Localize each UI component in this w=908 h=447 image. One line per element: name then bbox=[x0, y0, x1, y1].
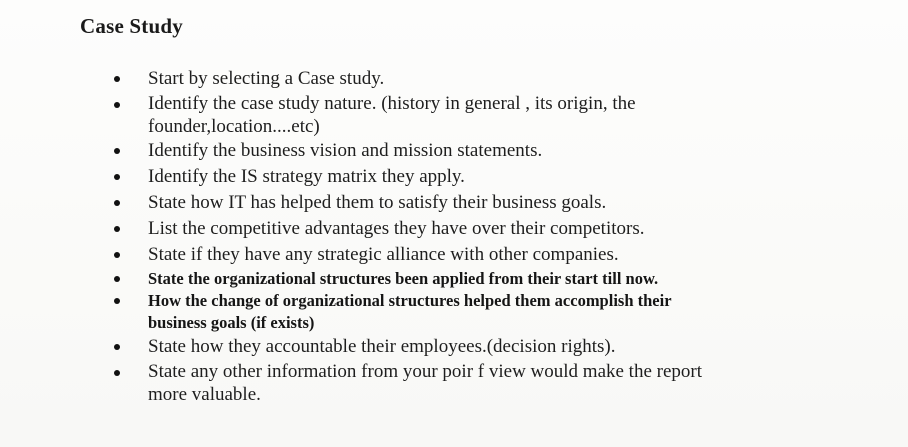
bullet-icon bbox=[114, 148, 120, 154]
list-item-text: Start by selecting a Case study. bbox=[148, 68, 385, 89]
list-item bbox=[0, 334, 908, 360]
list-item-text: Identify the business vision and mission statements. bbox=[148, 140, 543, 161]
list-item bbox=[0, 66, 908, 92]
list-item bbox=[0, 164, 908, 190]
list-item-text-continued: business goals (if exists) bbox=[148, 313, 315, 332]
bullet-icon bbox=[114, 370, 120, 376]
list-item-text: State how they accountable their employees.(decision rights). bbox=[148, 336, 616, 357]
list-item-text: State how IT has helped them to satisfy their business goals. bbox=[148, 192, 607, 213]
list-item bbox=[0, 190, 908, 216]
bullet-icon bbox=[114, 344, 120, 350]
bullet-icon bbox=[114, 298, 120, 304]
list-item-text: How the change of organizational structures helped them accomplish their bbox=[148, 291, 672, 310]
bullet-icon bbox=[114, 102, 120, 108]
list-item-text: List the competitive advantages they have over their competitors. bbox=[148, 218, 645, 239]
list-item bbox=[0, 138, 908, 164]
task-list bbox=[0, 66, 908, 406]
list-item-text: Identify the case study nature. (history in general , its origin, the bbox=[148, 93, 636, 114]
bullet-icon bbox=[114, 276, 120, 282]
bullet-icon bbox=[114, 200, 120, 206]
bullet-icon bbox=[114, 174, 120, 180]
page-title: Case Study bbox=[80, 14, 183, 38]
list-item bbox=[0, 290, 908, 334]
list-item bbox=[0, 268, 908, 290]
list-item-text: State the organizational structures been applied from their start till now. bbox=[148, 269, 659, 288]
list-item bbox=[0, 242, 908, 268]
list-item-text: State any other information from your poir f view would make the report bbox=[148, 361, 703, 382]
bullet-icon bbox=[114, 252, 120, 258]
list-item-text: State if they have any strategic alliance with other companies. bbox=[148, 244, 619, 265]
list-item-text-continued: more valuable. bbox=[148, 384, 261, 405]
list-item bbox=[0, 360, 908, 406]
list-item-text: Identify the IS strategy matrix they apply. bbox=[148, 166, 465, 187]
list-item-text-continued: founder,location....etc) bbox=[148, 116, 320, 137]
list-item bbox=[0, 216, 908, 242]
bullet-icon bbox=[114, 76, 120, 82]
bullet-icon bbox=[114, 226, 120, 232]
list-item bbox=[0, 92, 908, 138]
